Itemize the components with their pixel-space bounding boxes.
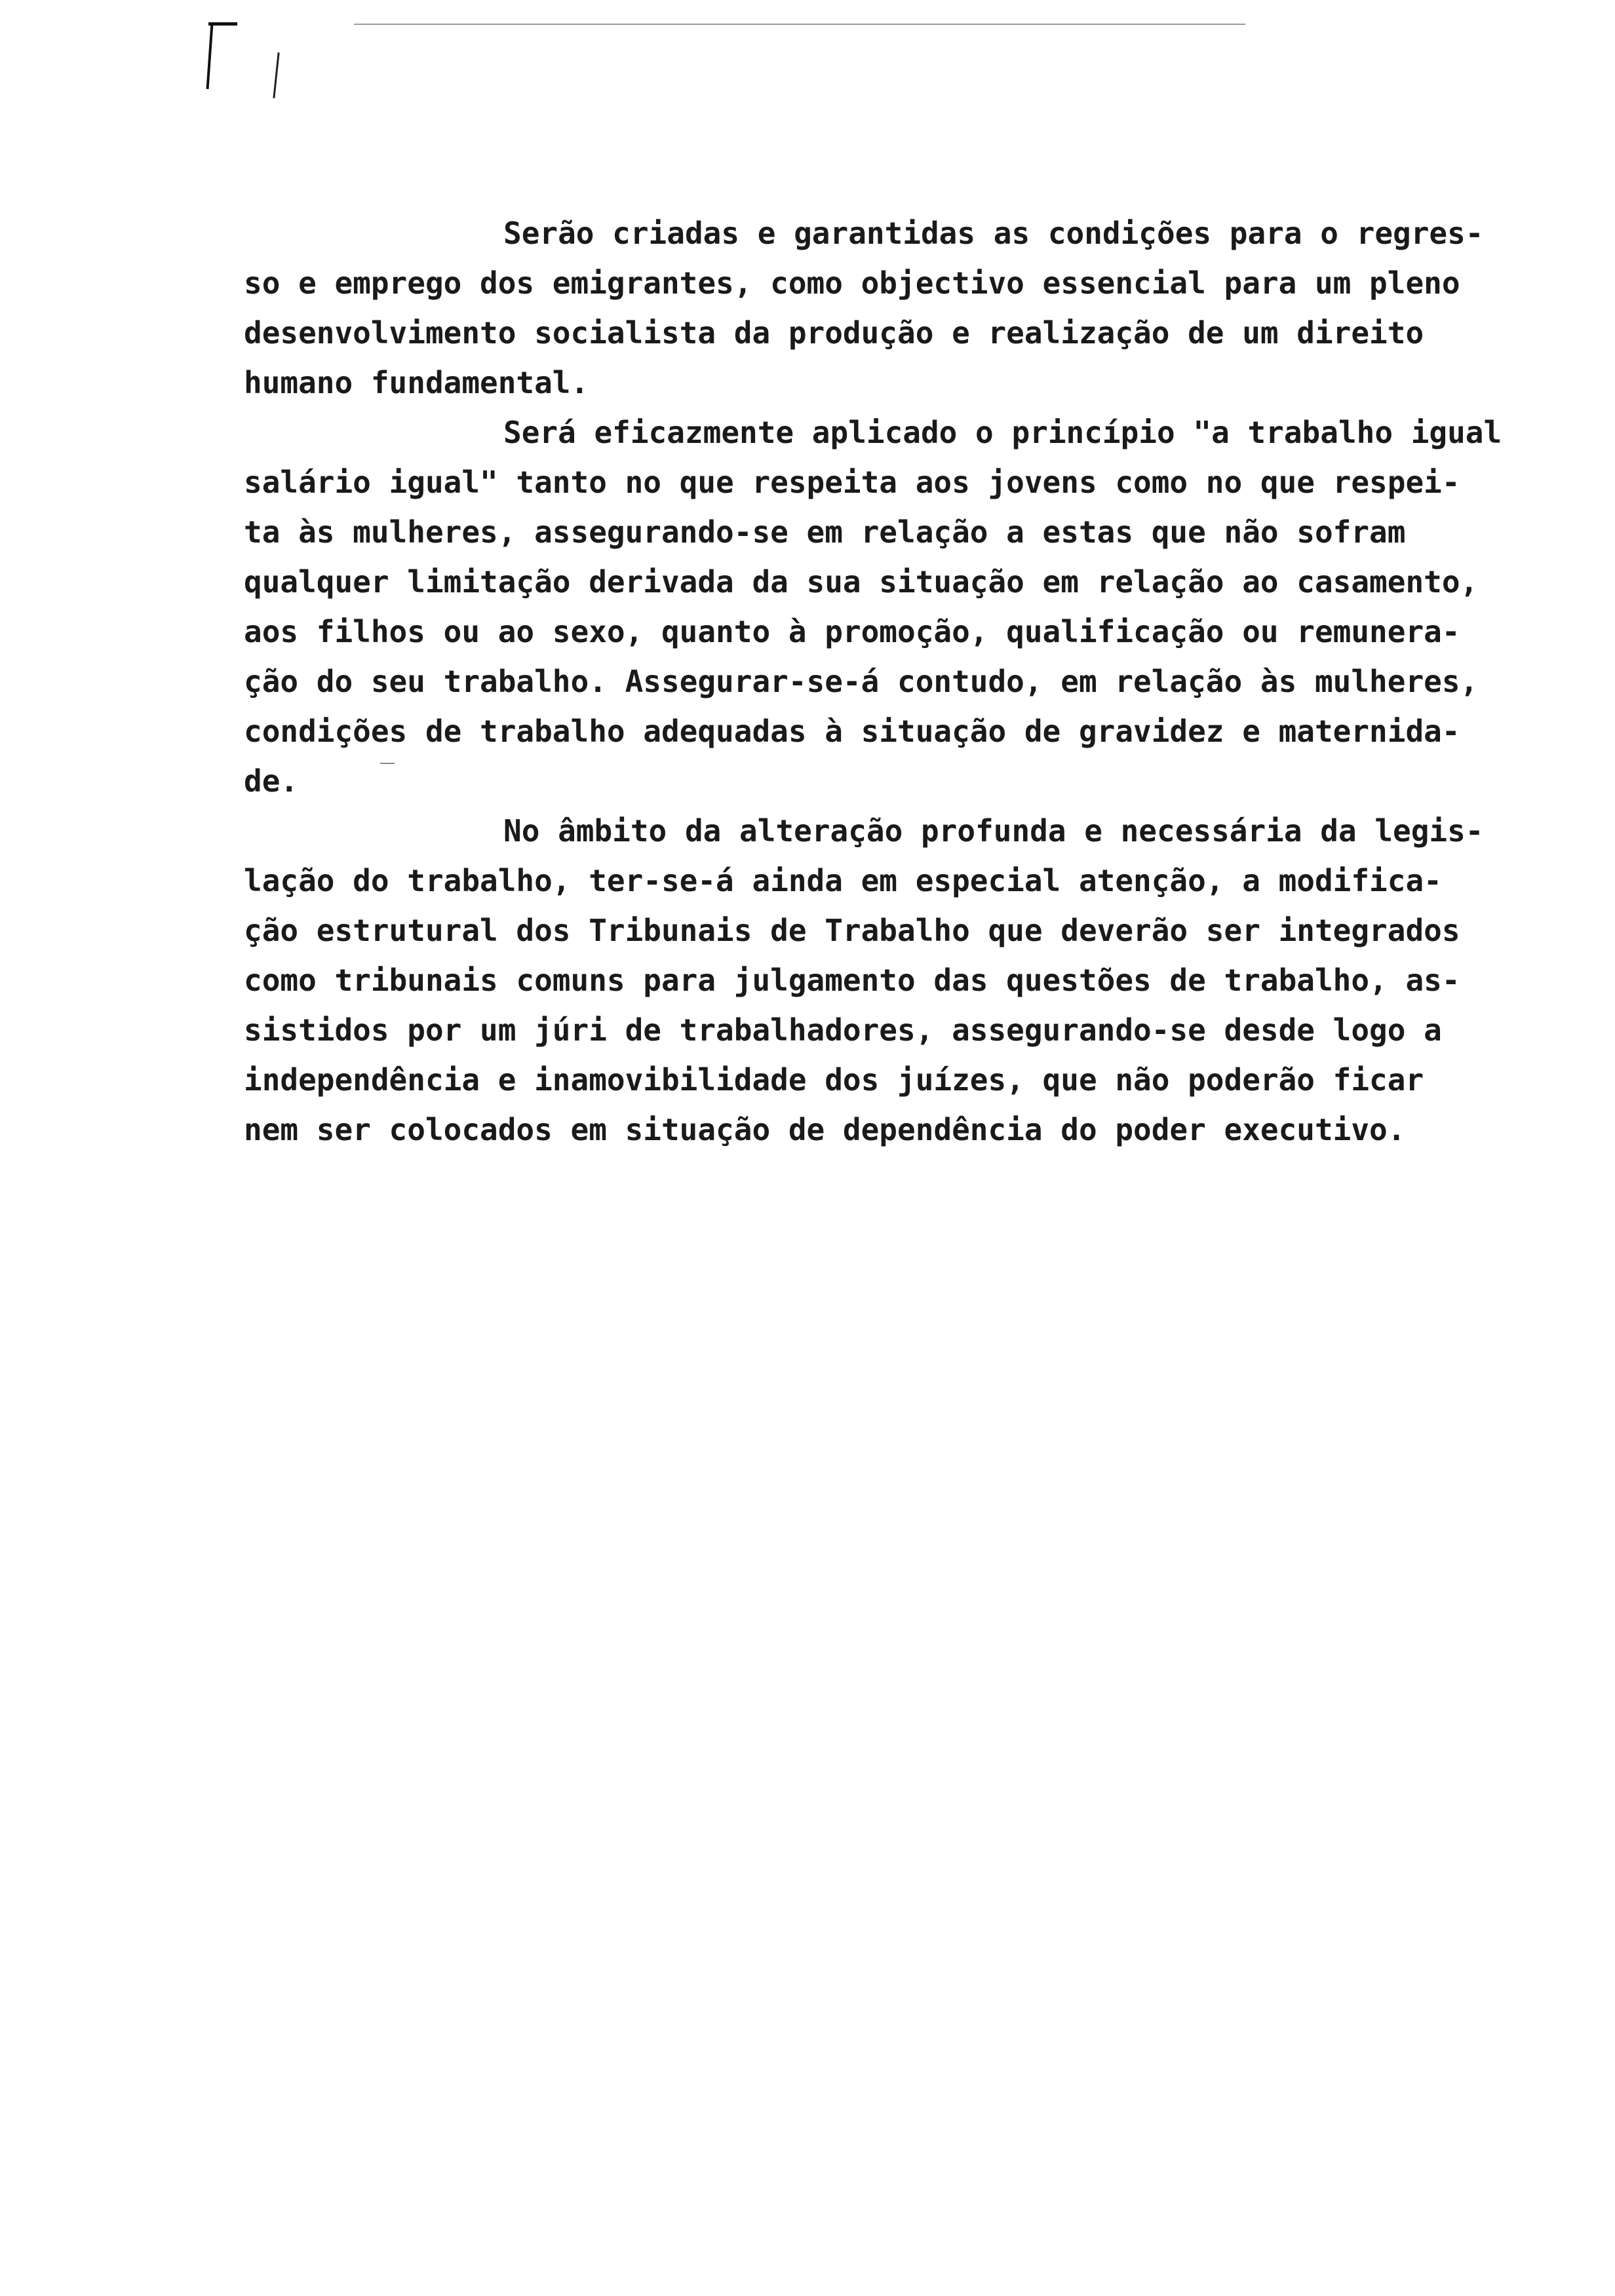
paragraph: [244, 408, 1581, 806]
text-line: No âmbito da alteração profunda e necessária da legis-: [503, 813, 1484, 849]
text-line: desenvolvimento socialista da produção e realização de um direito: [244, 315, 1424, 351]
text-line: condições de trabalho adequadas à situação de gravidez e maternida-: [244, 714, 1460, 749]
corner-mark: [273, 52, 279, 98]
paragraph: [244, 806, 1581, 1155]
text-line: humano fundamental.: [244, 365, 589, 400]
text-line: como tribunais comuns para julgamento das questões de trabalho, as-: [244, 963, 1460, 998]
document-body: [244, 208, 1581, 1155]
text-line: nem ser colocados em situação de dependência do poder executivo.: [244, 1112, 1406, 1147]
text-line: independência e inamovibilidade dos juízes, que não poderão ficar: [244, 1062, 1424, 1098]
paragraph: [244, 208, 1581, 408]
corner-mark: [206, 24, 214, 89]
text-line: Será eficazmente aplicado o princípio "a trabalho igual: [503, 415, 1502, 450]
text-line: Serão criadas e garantidas as condições para o regres-: [503, 216, 1484, 251]
text-line: ção do seu trabalho. Assegurar-se-á contudo, em relação às mulheres,: [244, 664, 1479, 699]
top-rule: [354, 24, 1245, 25]
text-line: ção estrutural dos Tribunais de Trabalho que deverão ser integrados: [244, 913, 1460, 948]
text-line: qualquer limitação derivada da sua situação em relação ao casamento,: [244, 564, 1479, 600]
text-line: de.: [244, 763, 299, 799]
text-line: ta às mulheres, assegurando-se em relação a estas que não sofram: [244, 514, 1406, 550]
text-line: lação do trabalho, ter-se-á ainda em especial atenção, a modifica-: [244, 863, 1442, 898]
text-line: sistidos por um júri de trabalhadores, assegurando-se desde logo a: [244, 1012, 1442, 1048]
text-line: salário igual" tanto no que respeita aos jovens como no que respei-: [244, 465, 1460, 500]
text-line: so e emprego dos emigrantes, como objectivo essencial para um pleno: [244, 265, 1460, 301]
text-line: aos filhos ou ao sexo, quanto à promoção, qualificação ou remunera-: [244, 614, 1460, 649]
